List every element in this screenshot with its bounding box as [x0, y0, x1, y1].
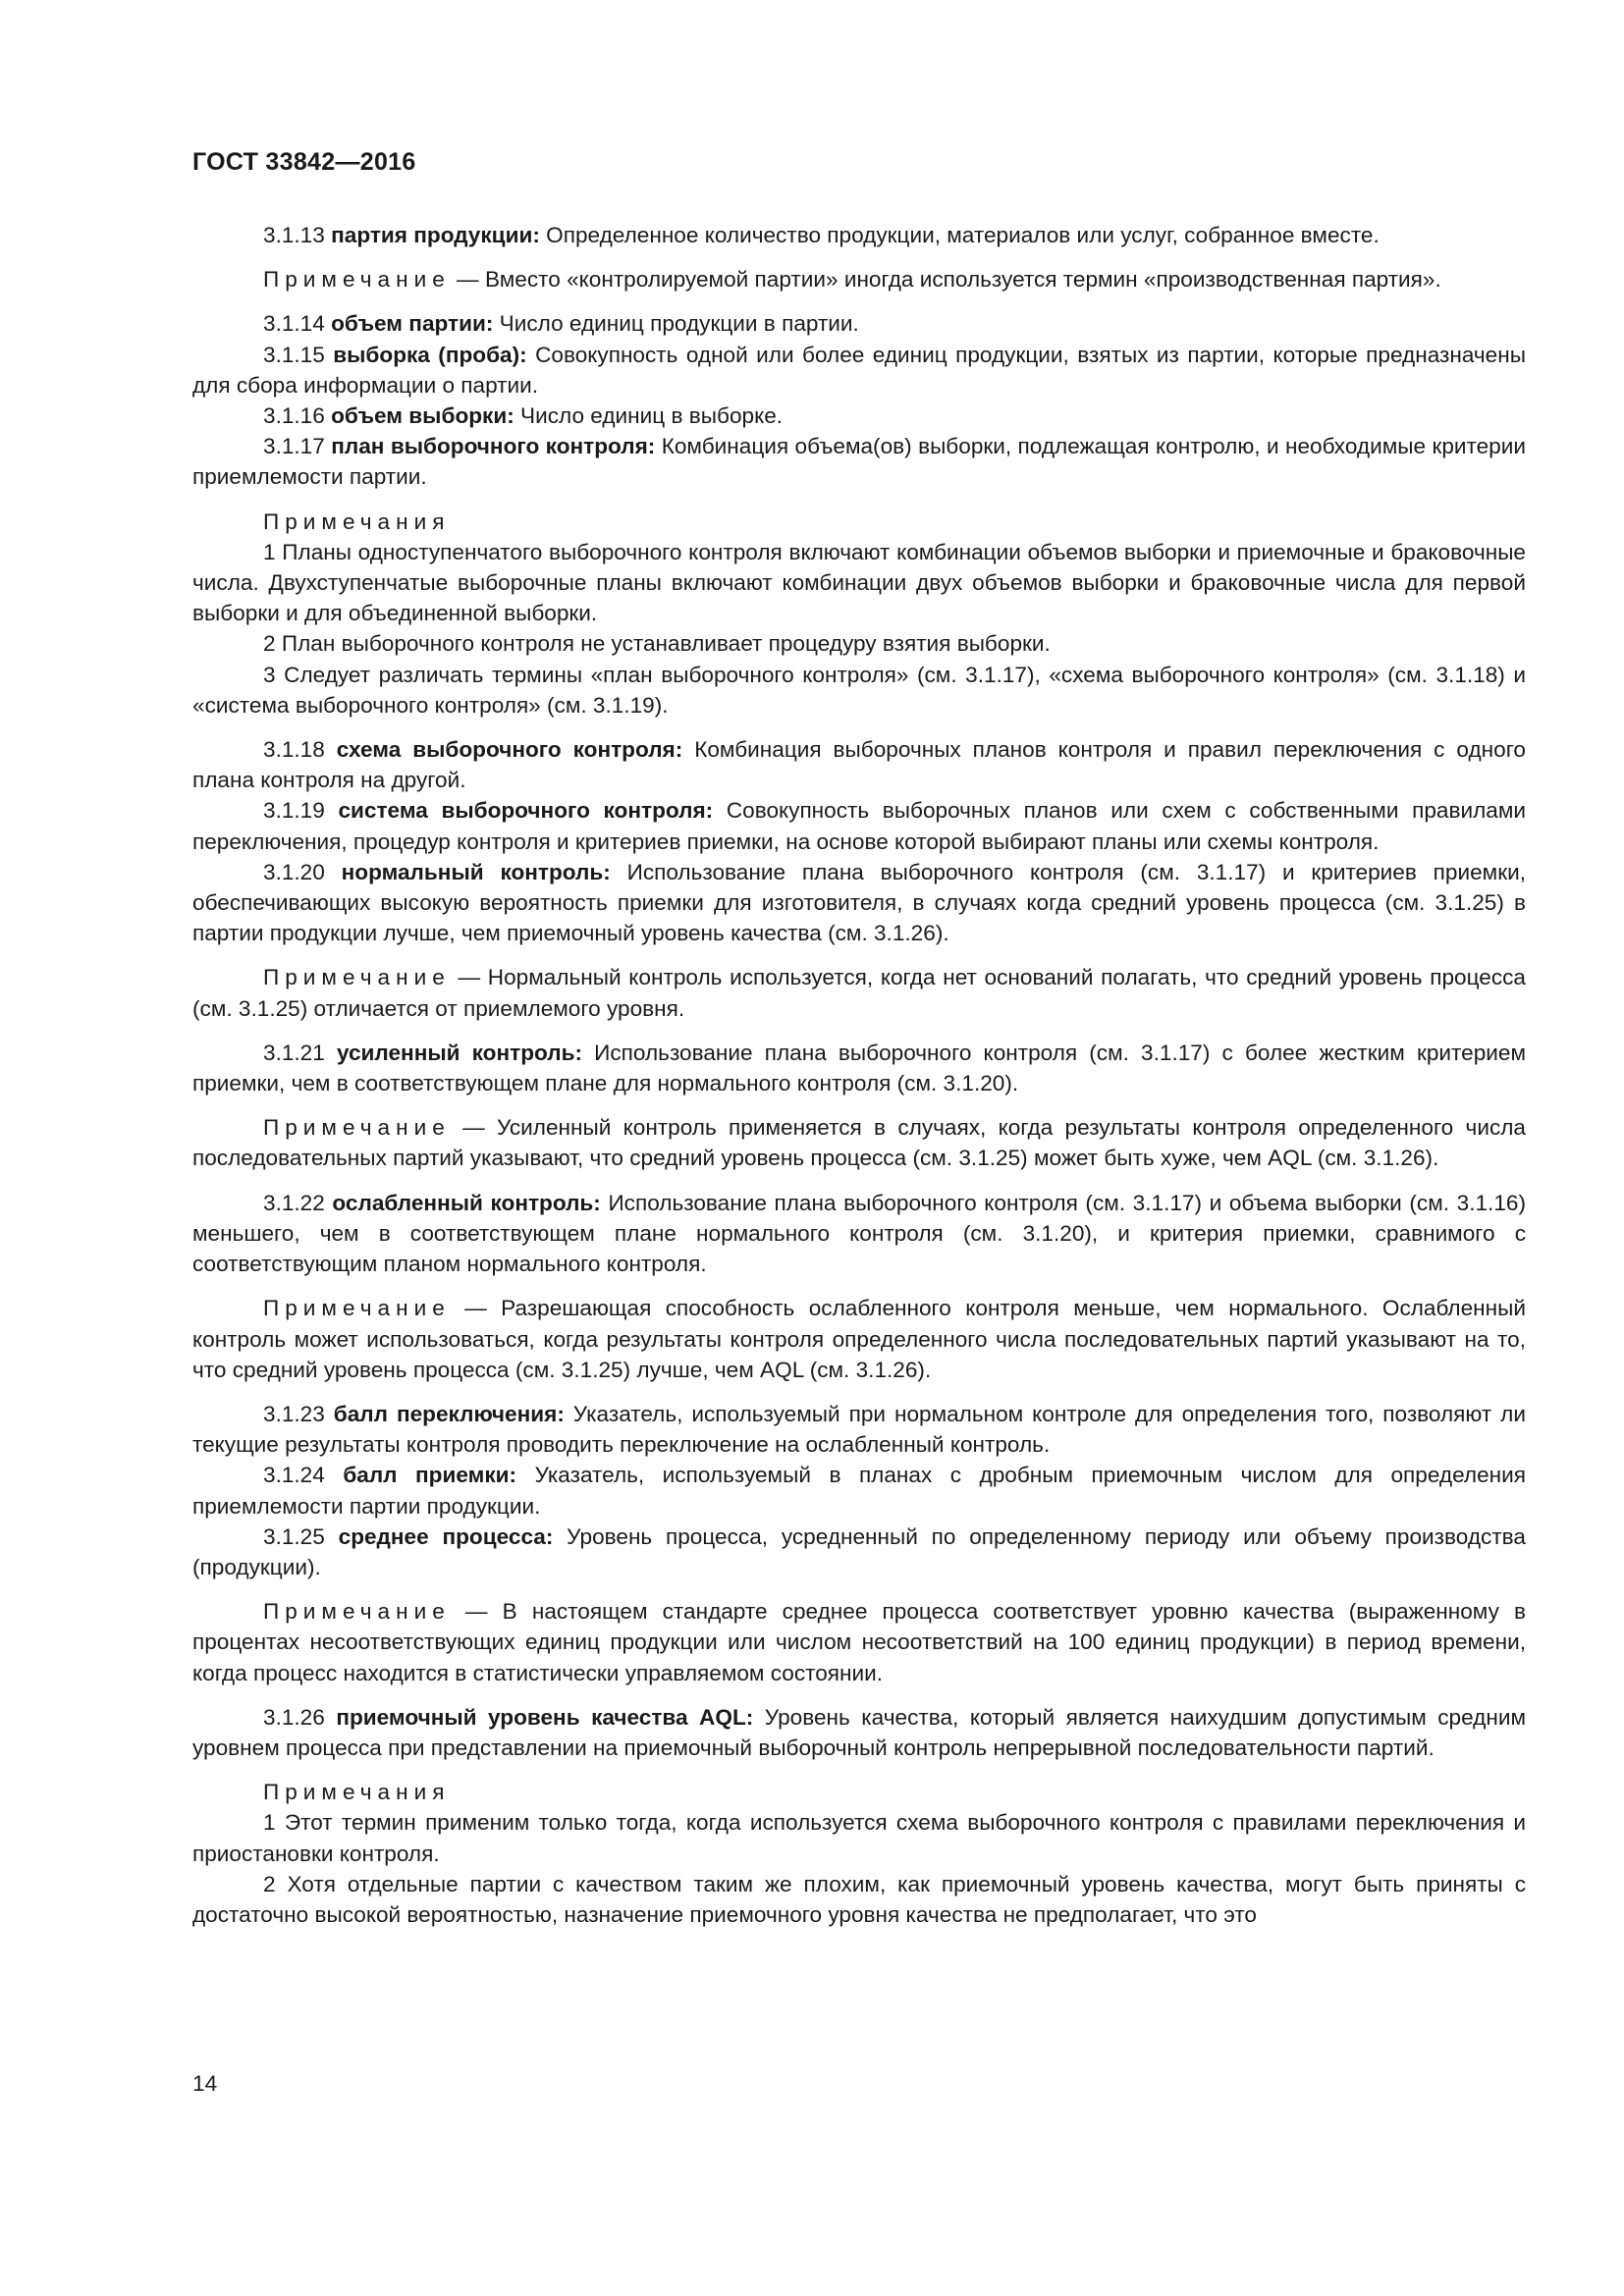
standard-designation: ГОСТ 33842—2016	[192, 148, 416, 176]
term-3-1-19: 3.1.19 система выборочного контроля: Совокупность выборочных планов или схем с собственными правилами переключения, процедур контроля и критериев приемки, на основе которой выбирают планы или схемы контроля.	[192, 798, 1526, 854]
term-name: балл приемки:	[343, 1463, 517, 1488]
note-item: 1 Планы одноступенчатого выборочного контроля включают комбинации объемов выборки и приемочные и браковочные числа. Двухступенчатые выборочные планы включают комбинации двух объемов выборки и браковочные числа для первой выборки и для объединенной выборки.	[192, 539, 1526, 626]
term-name: балл переключения:	[333, 1401, 565, 1426]
notes-label: Примечания	[263, 508, 451, 534]
term-name: ослабленный контроль:	[332, 1190, 601, 1215]
term-name: усиленный контроль:	[336, 1040, 582, 1065]
term-3-1-16: 3.1.16 объем выборки: Число единиц в выборке.	[263, 403, 784, 429]
term-3-1-26: 3.1.26 приемочный уровень качества AQL: Уровень качества, который является наихудшим допустимым средним уровнем процесса при представлении на приемочный выборочный контроль непрерывной последовательности партий.	[192, 1704, 1526, 1760]
note-item: 3 Следует различать термины «план выборочного контроля» (см. 3.1.17), «схема выборочного контроля» (см. 3.1.18) и «система выборочного контроля» (см. 3.1.19).	[192, 662, 1526, 718]
note-3-1-20: Примечание — Нормальный контроль используется, когда нет оснований полагать, что средний уровень процесса (см. 3.1.25) отличается от приемлемого уровня.	[192, 965, 1526, 1021]
term-3-1-22: 3.1.22 ослабленный контроль: Использование плана выборочного контроля (см. 3.1.17) и объема выборки (см. 3.1.16) меньшего, чем в соответствующем плане нормального контроля (см. 3.1.20), и критерия приемки, сравнимого с соответствующим планом нормального контроля.	[192, 1190, 1526, 1277]
notes-label: Примечания	[263, 1780, 451, 1805]
term-name: нормальный контроль:	[341, 859, 611, 884]
note-item: 2 Хотя отдельные партии с качеством таким же плохим, как приемочный уровень качества, могут быть приняты с достаточно высокой вероятностью, назначение приемочного уровня качества не предполагает, что это	[192, 1871, 1526, 1927]
note-item: 2 План выборочного контроля не устанавливает процедуру взятия выборки.	[263, 631, 1051, 657]
note-label: Примечание	[263, 1115, 451, 1141]
note-label: Примечание	[263, 267, 451, 293]
term-3-1-17: 3.1.17 план выборочного контроля: Комбинация объема(ов) выборки, подлежащая контролю, и необходимые критерии приемлемости партии.	[192, 434, 1526, 490]
note-label: Примечание	[263, 1599, 451, 1625]
note-item: 1 Этот термин применим только тогда, когда используется схема выборочного контроля с правилами переключения и приостановки контроля.	[192, 1810, 1526, 1866]
note-3-1-22: Примечание — Разрешающая способность ослабленного контроля меньше, чем нормального. Ослабленный контроль может использоваться, когда результаты контроля определенного числа последовательных партий указывают на то, что средний уровень процесса (см. 3.1.25) лучше, чем AQL (см. 3.1.26).	[192, 1296, 1526, 1382]
term-name: объем партии:	[331, 311, 494, 337]
term-3-1-13: 3.1.13 партия продукции: Определенное количество продукции, материалов или услуг, собранное вместе.	[263, 223, 1380, 247]
note-3-1-21: Примечание — Усиленный контроль применяется в случаях, когда результаты контроля определенного числа последовательных партий указывают, что средний уровень процесса (см. 3.1.25) может быть хуже, чем AQL (см. 3.1.26).	[192, 1115, 1526, 1171]
term-name: объем выборки:	[331, 403, 514, 429]
term-name: выборка (проба):	[333, 342, 527, 367]
note-3-1-13: Примечание — Вместо «контролируемой партии» иногда используется термин «производственная партия».	[263, 267, 1441, 293]
term-3-1-15: 3.1.15 выборка (проба): Совокупность одной или более единиц продукции, взятых из партии, которые предназначены для сбора информации о партии.	[192, 342, 1526, 398]
term-3-1-25: 3.1.25 среднее процесса: Уровень процесса, усредненный по определенному периоду или объему производства (продукции).	[192, 1523, 1526, 1579]
term-3-1-21: 3.1.21 усиленный контроль: Использование плана выборочного контроля (см. 3.1.17) с более жестким критерием приемки, чем в соответствующем плане для нормального контроля (см. 3.1.20).	[192, 1040, 1526, 1096]
term-name: схема выборочного контроля:	[336, 737, 683, 763]
note-3-1-25: Примечание — В настоящем стандарте среднее процесса соответствует уровню качества (выраженному в процентах несоответствующих единиц продукции или числом несоответствий на 100 единиц продукции) в период времени, когда процесс находится в статистически управляемом состоянии.	[192, 1599, 1526, 1685]
document-body	[192, 220, 1526, 1930]
term-name: система выборочного контроля:	[338, 798, 714, 824]
term-name: среднее процесса:	[338, 1523, 554, 1549]
term-3-1-18: 3.1.18 схема выборочного контроля: Комбинация выборочных планов контроля и правил переключения с одного плана контроля на другой.	[192, 737, 1527, 793]
term-3-1-24: 3.1.24 балл приемки: Указатель, используемый в планах с дробным приемочным числом для определения приемлемости партии продукции.	[192, 1463, 1526, 1519]
term-name: план выборочного контроля:	[331, 434, 656, 459]
term-name: партия продукции:	[331, 223, 540, 247]
term-3-1-23: 3.1.23 балл переключения: Указатель, используемый при нормальном контроле для определения того, позволяют ли текущие результаты контроля проводить переключение на ослабленный контроль.	[192, 1401, 1526, 1458]
note-label: Примечание	[263, 1296, 451, 1321]
term-3-1-14: 3.1.14 объем партии: Число единиц продукции в партии.	[263, 311, 859, 337]
term-3-1-20: 3.1.20 нормальный контроль: Использование плана выборочного контроля (см. 3.1.17) и критериев приемки, обеспечивающих высокую вероятность приемки для изготовителя, в случаях когда средний уровень процесса (см. 3.1.25) в партии продукции лучше, чем приемочный уровень качества (см. 3.1.26).	[192, 859, 1526, 946]
page-number: 14	[192, 2071, 218, 2096]
note-label: Примечание	[263, 965, 451, 990]
term-name: приемочный уровень качества AQL:	[336, 1704, 754, 1730]
